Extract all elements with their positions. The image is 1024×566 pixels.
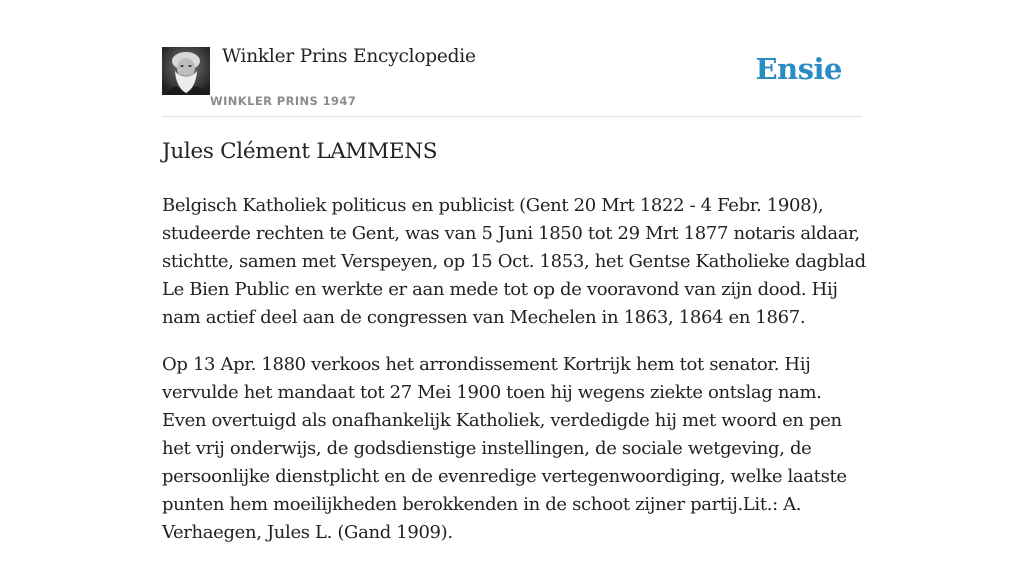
article-paragraph: Op 13 Apr. 1880 verkoos het arrondissement Kortrijk hem tot senator. Hij vervulde het mandaat tot 27 Mei 1900 toen hij wegens ziekte ontslag nam. Even overtuigd als onafhankelijk Katholiek, verdedigde hij met woord en pen het vrij onderwijs, de godsdienstige instellingen, de sociale wetgeving, de persoonlijke dienstplicht en de evenredige vertegenwoordiging, welke laatste punten hem moeilijkheden berokkenden in de schoot zijner partij.Lit.: A. Verhaegen, Jules L. (Gand 1909). xyxy=(162,354,847,543)
site-header xyxy=(162,46,862,117)
article-title: Jules Clément LAMMENS xyxy=(162,139,438,164)
brand-logo[interactable]: Ensie xyxy=(755,52,842,86)
bearded-man-portrait-icon xyxy=(162,47,210,95)
article-paragraph: Belgisch Katholiek politicus en publicist (Gent 20 Mrt 1822 - 4 Febr. 1908), studeerde rechten te Gent, was van 5 Juni 1850 tot 29 Mrt 1877 notaris aldaar, stichtte, samen met Verspeyen, op 15 Oct. 1853, het Gentse Katholieke dagblad Le Bien Public en werkte er aan mede tot op de vooravond van zijn dood. Hij nam actief deel aan de congressen van Mechelen in 1863, 1864 en 1867. xyxy=(162,195,866,328)
article-body xyxy=(162,192,866,566)
site-subtitle: WINKLER PRINS 1947 xyxy=(210,94,357,108)
site-title[interactable]: Winkler Prins Encyclopedie xyxy=(222,46,476,67)
avatar[interactable] xyxy=(162,47,210,95)
